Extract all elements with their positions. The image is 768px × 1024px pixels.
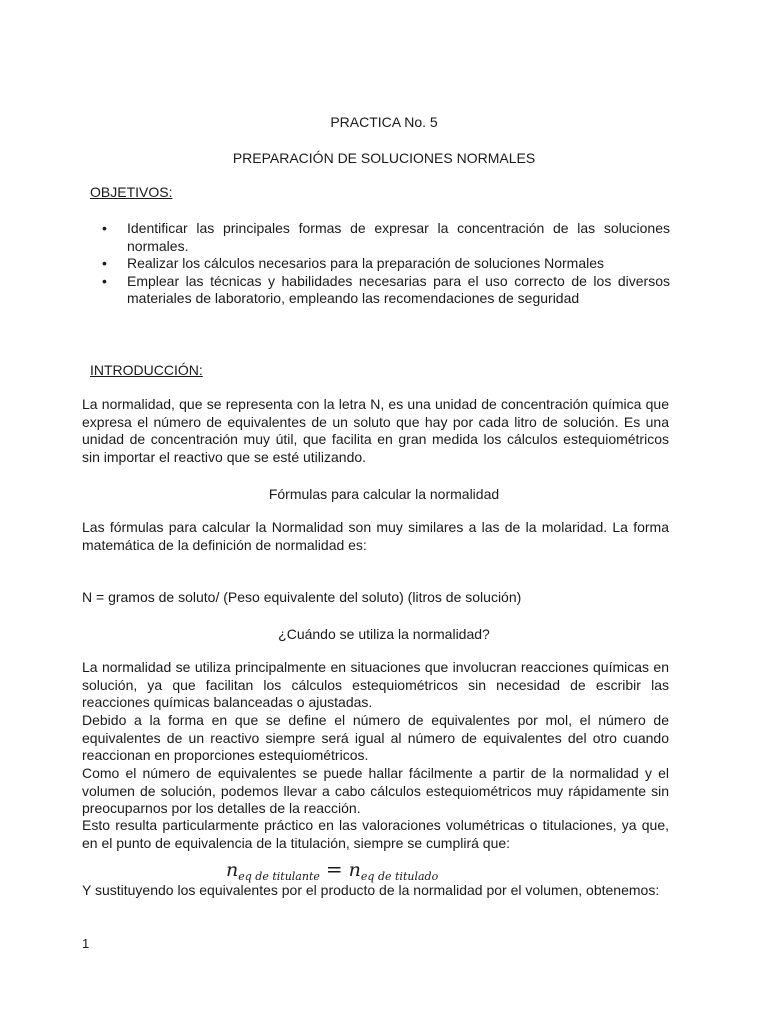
objetivo-item: • Realizar los cálculos necesarios para la preparación de soluciones Normales [100,255,670,273]
formulas-paragraph: Las fórmulas para calcular la Normalidad son muy similares a las de la molaridad. La forma matemática de la definición de normalidad es: [82,519,669,553]
uso-paragraph-3: Como el número de equivalentes se puede hallar fácilmente a partir de la normalidad y el volumen de solución, podemos llevar a cabo cálculos estequiométricos muy rápidamente sin preocuparnos por los detalles de la reacción. [82,765,669,816]
uso-heading: ¿Cuándo se utiliza la normalidad? [278,626,490,642]
uso-paragraph-1: La normalidad se utiliza principalmente en situaciones que involucran reacciones químicas en solución, ya que facilitan los cálculos estequiométricos sin necesidad de escribir las reacciones químicas balanceadas o ajustadas. [82,659,669,710]
introduccion-heading: INTRODUCCIÓN: [90,362,203,378]
objetivo-item: • Identificar las principales formas de expresar la concentración de las soluciones normales. [100,220,670,255]
eq-right-subscript: eq de titulado [360,870,439,883]
normality-formula: N = gramos de soluto/ (Peso equivalente del soluto) (litros de solución) [82,589,522,605]
uso-paragraph-2: Debido a la forma en que se define el número de equivalentes por mol, el número de equivalentes de un reactivo siempre será igual al número de equivalentes del otro cuando reaccionan en proporciones estequiométricos. [82,712,669,763]
objetivo-item: • Emplear las técnicas y habilidades necesarias para el uso correcto de los diversos materiales de laboratorio, empleando las recomendaciones de seguridad [100,273,670,308]
document-title: PRACTICA No. 5 [330,114,438,130]
formulas-heading: Fórmulas para calcular la normalidad [268,486,500,502]
objetivos-list [100,220,670,308]
eq-left-var: n [226,859,239,881]
objetivos-heading: OBJETIVOS: [90,184,173,200]
uso-paragraph-4: Esto resulta particularmente práctico en las valoraciones volumétricas o titulaciones, ya que, en el punto de equivalencia de la titulación, siempre se cumplirá que: [82,817,669,851]
page-number: 1 [82,936,90,951]
eq-operator: = [325,857,343,881]
introduccion-paragraph: La normalidad, que se representa con la letra N, es una unidad de concentración química que expresa el número de equivalentes de un soluto que hay por cada litro de solución. Es una unidad de concentración muy útil, que facilita en gran medida los cálculos estequiométricos sin importar el reactivo que se esté utilizando. [82,396,669,465]
eq-left-subscript: eq de titulante [238,870,320,883]
equivalence-equation [226,857,438,883]
uso-paragraph-5: Y sustituyendo los equivalentes por el producto de la normalidad por el volumen, obtenemos: [82,882,660,898]
eq-right-var: n [348,859,361,881]
document-subtitle: PREPARACIÓN DE SOLUCIONES NORMALES [232,150,536,166]
